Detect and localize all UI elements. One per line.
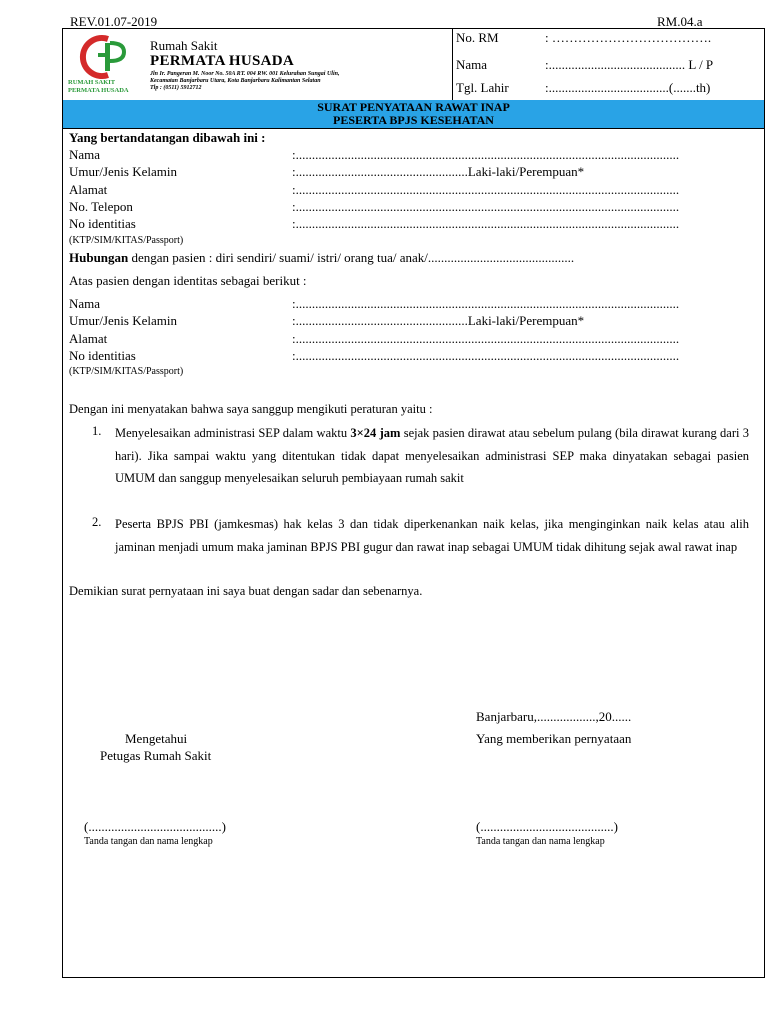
hospital-address-2: Kecamatan Banjarbaru Utara, Kota Banjarbaru Kalimantan Selatan bbox=[150, 78, 321, 84]
hospital-logo-icon bbox=[68, 33, 144, 79]
item1-number: 1. bbox=[92, 424, 102, 438]
revision-code: REV.01.07-2019 bbox=[70, 14, 158, 29]
s2-age-gender-field[interactable]: :.....................................................Laki-laki/Perempuan* bbox=[292, 313, 585, 328]
patient-name-label: Nama bbox=[456, 57, 488, 72]
s1-address-field[interactable]: :...................................................................................................................... bbox=[292, 182, 680, 197]
logo-caption-2: PERMATA HUSADA bbox=[68, 87, 129, 94]
logo-caption-1: RUMAH SAKIT bbox=[68, 79, 116, 86]
witness-title-2: Petugas Rumah Sakit bbox=[100, 748, 212, 763]
hospital-prefix: Rumah Sakit bbox=[150, 38, 218, 53]
section2-heading: Atas pasien dengan identitas sebagai berikut : bbox=[69, 273, 307, 288]
statement-closing: Demikian surat pernyataan ini saya buat dengan sadar dan sebenarnya. bbox=[69, 584, 423, 598]
s1-phone-label: No. Telepon bbox=[69, 199, 133, 214]
s2-id-note: (KTP/SIM/KITAS/Passport) bbox=[69, 366, 184, 377]
s1-id-label: No identitias bbox=[69, 216, 136, 231]
relation-label: Hubungan bbox=[69, 250, 129, 265]
witness-title-1: Mengetahui bbox=[125, 731, 188, 746]
relation-line[interactable] bbox=[69, 250, 574, 266]
relation-options: dengan pasien : diri sendiri/ suami/ istri/ orang tua/ anak/............................................. bbox=[128, 250, 575, 265]
declarant-signature-line[interactable]: (.........................................) bbox=[476, 819, 618, 834]
section1-heading: Yang bertandatangan dibawah ini : bbox=[69, 130, 266, 145]
s1-address-label: Alamat bbox=[69, 182, 108, 197]
witness-signature-caption: Tanda tangan dan nama lengkap bbox=[84, 836, 213, 847]
rm-field[interactable]: : ………………………………. bbox=[545, 30, 712, 45]
patient-name-field[interactable]: :.......................................... L / P bbox=[545, 57, 714, 72]
form-title-line-1: SURAT PENYATAAN RAWAT INAP bbox=[317, 100, 510, 114]
form-code: RM.04.a bbox=[657, 14, 703, 29]
s1-age-gender-field[interactable]: :.....................................................Laki-laki/Perempuan* bbox=[292, 164, 585, 179]
s1-age-gender-label: Umur/Jenis Kelamin bbox=[69, 164, 177, 179]
s2-name-label: Nama bbox=[69, 296, 101, 311]
s2-id-field[interactable]: :...................................................................................................................... bbox=[292, 348, 680, 363]
form-title-line-2: PESERTA BPJS KESEHATAN bbox=[333, 113, 494, 127]
hospital-address-1: Jln Ir. Pangeran M. Noor No. 50A RT. 004 RW. 001 Kelurahan Sungai Ulin, bbox=[150, 71, 340, 77]
s1-name-field[interactable]: :...................................................................................................................... bbox=[292, 147, 680, 162]
witness-signature-line[interactable]: (.........................................) bbox=[84, 819, 226, 834]
hospital-name: PERMATA HUSADA bbox=[150, 53, 295, 69]
dob-field[interactable]: :.....................................(.......th) bbox=[545, 80, 711, 95]
item2-number: 2. bbox=[92, 515, 102, 529]
s2-id-label: No identitias bbox=[69, 348, 136, 363]
s2-age-gender-label: Umur/Jenis Kelamin bbox=[69, 313, 177, 328]
hospital-logo bbox=[68, 33, 144, 95]
s2-address-label: Alamat bbox=[69, 331, 108, 346]
declarant-signature-caption: Tanda tangan dan nama lengkap bbox=[476, 836, 605, 847]
item1-text: Menyelesaikan administrasi SEP dalam waktu 3×24 jam sejak pasien dirawat atau sebelum pulang (bila dirawat kurang dari 3 hari). Jika sampai waktu yang ditentukan tidak dapat menyelesaikan administrasi SEP maka dinyatakan sebagai pasien UMUM dan sanggup menyelesaikan seluruh pembiayaan rumah sakit bbox=[115, 426, 749, 485]
s1-phone-field[interactable]: :...................................................................................................................... bbox=[292, 199, 680, 214]
item2-text: Peserta BPJS PBI (jamkesmas) hak kelas 3 dan tidak diperkenankan naik kelas, jika menginginkan naik kelas atau alih jaminan menjadi umum maka jaminan BPJS PBI gugur dan rawat inap sebagai UMUM tidak dihitung sejak awal rawat inap bbox=[115, 517, 749, 554]
rm-label: No. RM bbox=[456, 30, 499, 45]
dob-label: Tgl. Lahir bbox=[456, 80, 509, 95]
statement-intro: Dengan ini menyatakan bahwa saya sanggup mengikuti peraturan yaitu : bbox=[69, 402, 433, 416]
place-date-field[interactable]: Banjarbaru,..................,20...... bbox=[476, 709, 632, 724]
s2-address-field[interactable]: :...................................................................................................................... bbox=[292, 331, 680, 346]
form-title bbox=[63, 100, 764, 129]
s1-name-label: Nama bbox=[69, 147, 101, 162]
s1-id-field[interactable]: :...................................................................................................................... bbox=[292, 216, 680, 231]
declarant-title: Yang memberikan pernyataan bbox=[476, 731, 632, 746]
s2-name-field[interactable]: :...................................................................................................................... bbox=[292, 296, 680, 311]
s1-id-note: (KTP/SIM/KITAS/Passport) bbox=[69, 235, 184, 246]
hospital-phone: Tlp : (0511) 5912712 bbox=[150, 85, 202, 91]
